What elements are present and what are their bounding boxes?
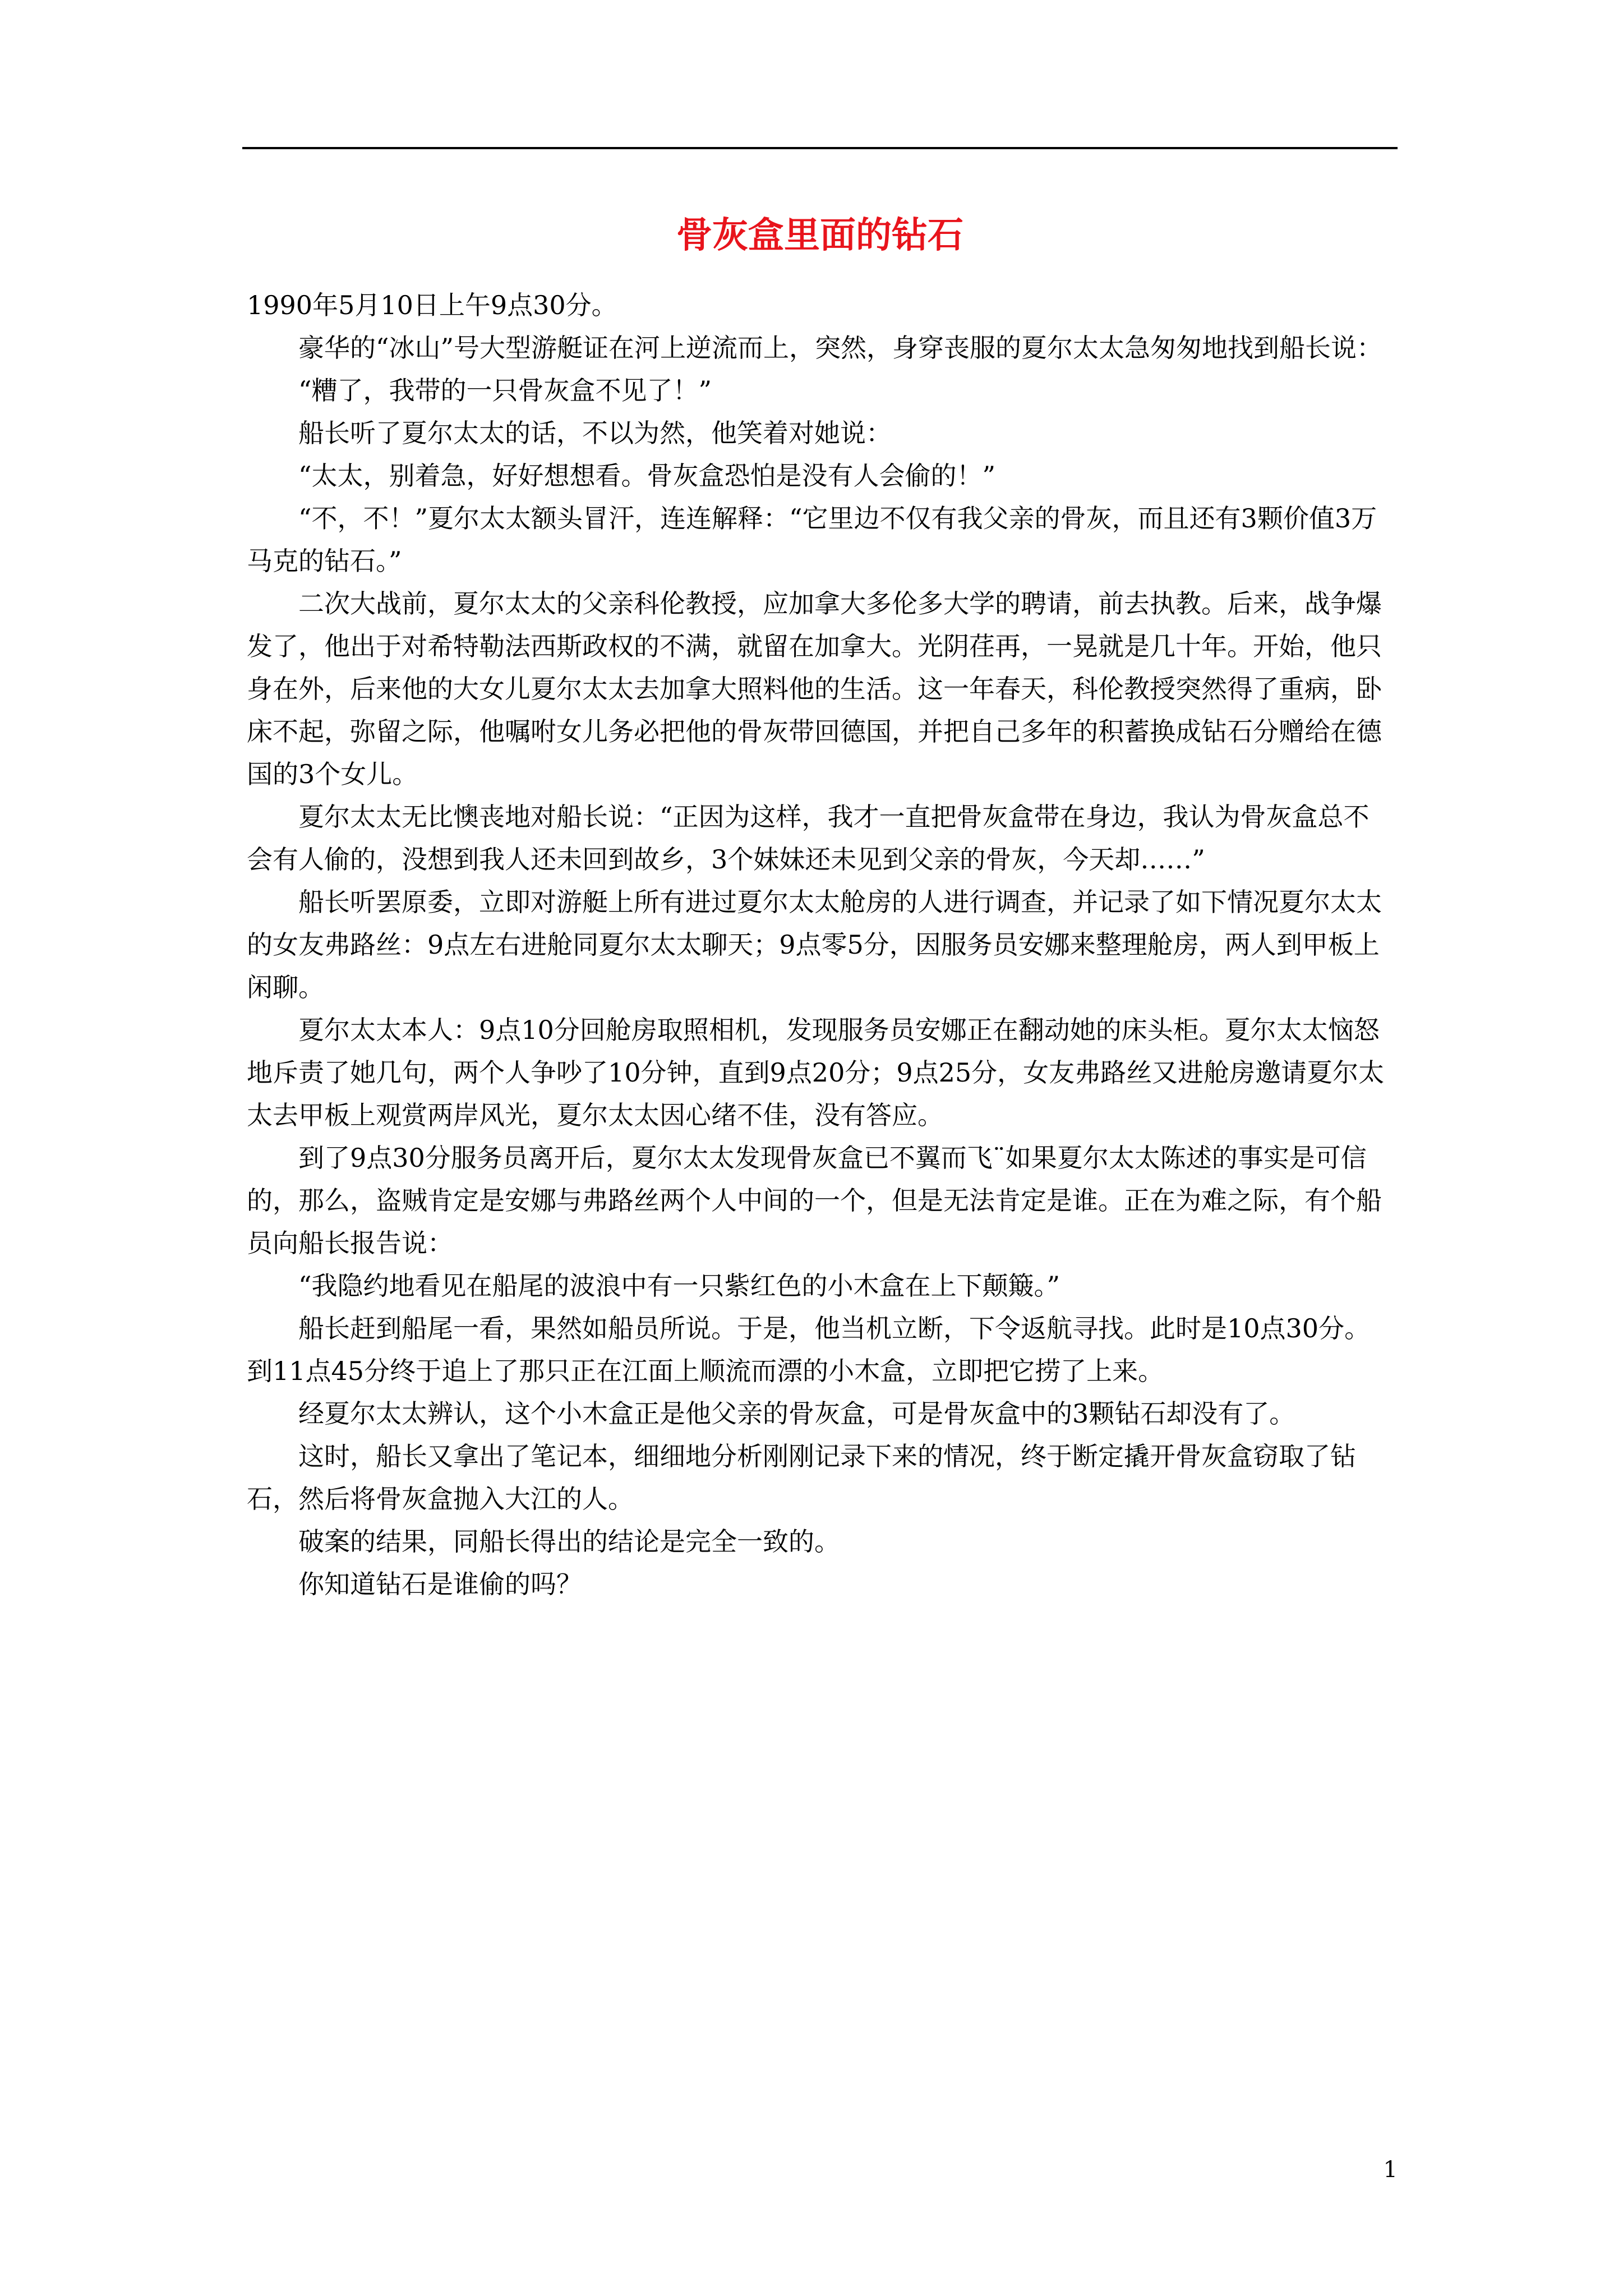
paragraph: “我隐约地看见在船尾的波浪中有一只紫红色的小木盒在上下颠簸。”: [298, 1271, 1061, 1301]
paragraph: 经夏尔太太辨认，这个小木盒正是他父亲的骨灰盒，可是骨灰盒中的3颗钻石却没有了。: [298, 1398, 1295, 1429]
paragraph: “糟了，我带的一只骨灰盒不见了！”: [298, 375, 712, 406]
paragraph-date: 1990年5月10日上午9点30分。: [247, 290, 617, 320]
paragraph-question: 你知道钻石是谁偷的吗？: [298, 1569, 582, 1599]
header-rule: [242, 147, 1398, 149]
paragraph: “不，不！”夏尔太太额头冒汗，连连解释：“它里边不仅有我父亲的骨灰，而且还有3颗价值3万马克的钻石。”: [247, 503, 1377, 576]
paragraph: “太太，别着急，好好想想看。骨灰盒恐怕是没有人会偷的！”: [298, 461, 996, 491]
paragraph: 豪华的“冰山”号大型游艇证在河上逆流而上，突然，身穿丧服的夏尔太太急匆匆地找到船长说：: [298, 333, 1383, 363]
page-number: 1: [1383, 2157, 1398, 2183]
paragraph: 夏尔太太本人：9点10分回舱房取照相机，发现服务员安娜正在翻动她的床头柜。夏尔太太恼怒地斥责了她几句，两个人争吵了10分钟，直到9点20分；9点25分，女友弗路丝又进舱房邀请夏尔太太去甲板上观赏两岸风光，夏尔太太因心绪不佳，没有答应。: [247, 1015, 1385, 1130]
paragraph: 破案的结果，同船长得出的结论是完全一致的。: [298, 1526, 840, 1557]
paragraph: 船长赶到船尾一看，果然如船员所说。于是，他当机立断，下令返航寻找。此时是10点30分。到11点45分终于追上了那只正在江面上顺流而漂的小木盒，立即把它捞了上来。: [247, 1313, 1371, 1386]
paragraph: 船长听了夏尔太太的话，不以为然，他笑着对她说：: [298, 418, 892, 448]
document-title: 骨灰盒里面的钻石: [676, 214, 963, 256]
document-body: [247, 284, 1391, 1605]
paragraph: 二次大战前，夏尔太太的父亲科伦教授，应加拿大多伦多大学的聘请，前去执教。后来，战争爆发了，他出于对希特勒法西斯政权的不满，就留在加拿大。光阴荏再，一晃就是几十年。开始，他只身在外，后来他的大女儿夏尔太太去加拿大照料他的生活。这一年春天，科伦教授突然得了重病，卧床不起，弥留之际，他嘱咐女儿务必把他的骨灰带回德国，并把自己多年的积蓄换成钻石分赠给在德国的3个女儿。: [247, 588, 1382, 789]
paragraph: 夏尔太太无比懊丧地对船长说：“正因为这样，我才一直把骨灰盒带在身边，我认为骨灰盒总不会有人偷的，没想到我人还未回到故乡，3个妹妹还未见到父亲的骨灰，今天却……”: [247, 802, 1370, 875]
paragraph: 到了9点30分服务员离开后，夏尔太太发现骨灰盒已不翼而飞¨如果夏尔太太陈述的事实是可信的，那么，盗贼肯定是安娜与弗路丝两个人中间的一个，但是无法肯定是谁。正在为难之际，有个船员向船长报告说：: [247, 1143, 1382, 1258]
paragraph: 这时，船长又拿出了笔记本，细细地分析刚刚记录下来的情况，终于断定撬开骨灰盒窃取了钻石，然后将骨灰盒抛入大江的人。: [247, 1441, 1356, 1514]
paragraph: 船长听罢原委，立即对游艇上所有进过夏尔太太舱房的人进行调查，并记录了如下情况夏尔太太的女友弗路丝：9点左右进舱同夏尔太太聊天；9点零5分，因服务员安娜来整理舱房，两人到甲板上闲聊。: [247, 887, 1382, 1002]
